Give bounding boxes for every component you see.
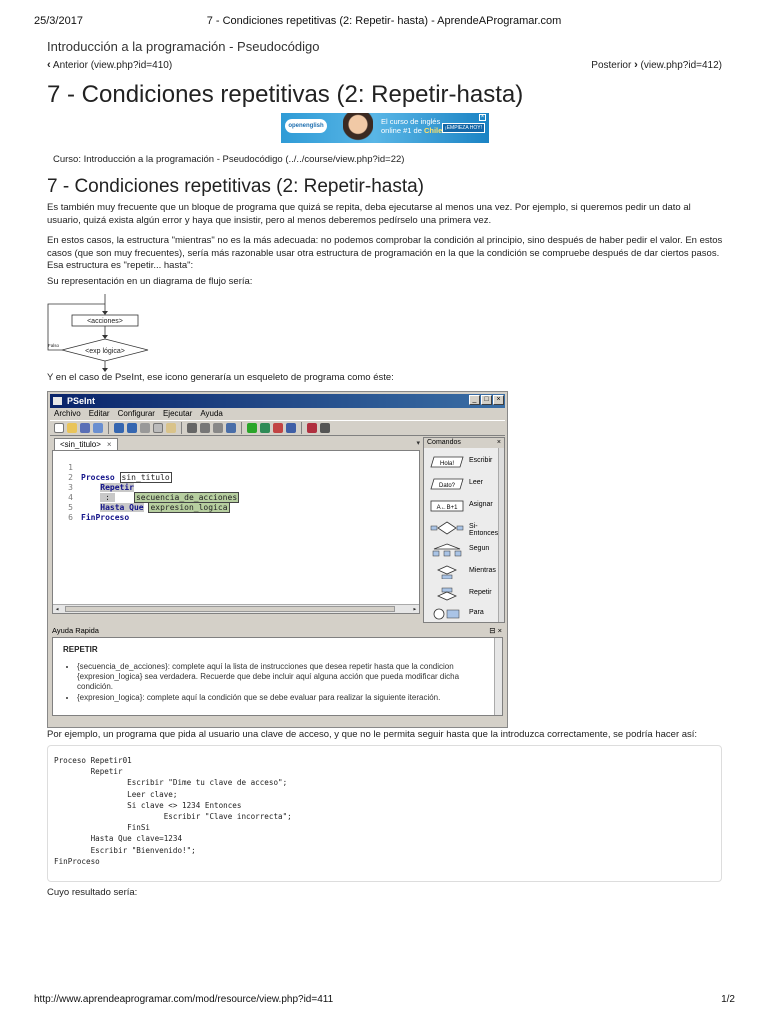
next-link-target: (view.php?id=412) — [640, 60, 722, 71]
command-si-entonces[interactable]: Si-Entonces — [426, 518, 502, 538]
escribir-icon — [430, 455, 464, 469]
save-icon[interactable] — [80, 423, 90, 433]
svg-text:Hola!: Hola! — [439, 461, 455, 467]
pseint-title: PSeInt — [67, 396, 96, 406]
paragraph-example: Por ejemplo, un programa que pida al usuario una clave de acceso, y que no le permita seguir hasta que la introduzca correctamente, se podría hacer así: — [47, 729, 698, 740]
menu-ayuda[interactable]: Ayuda — [200, 409, 223, 418]
open-folder-icon[interactable] — [67, 423, 77, 433]
exit-icon[interactable] — [320, 423, 330, 433]
ad-text — [381, 117, 443, 135]
step-run-icon[interactable] — [260, 423, 270, 433]
print-header — [34, 15, 734, 31]
svg-text:Dato?: Dato? — [438, 483, 456, 489]
code-line: 3 : secuencia_de_acciones — [68, 483, 238, 502]
scroll-left-icon[interactable]: ◂ — [55, 605, 60, 613]
code-line: 4 Hasta Que expresion_logica — [68, 493, 228, 512]
command-para[interactable]: Para — [426, 604, 502, 624]
course-link[interactable]: Curso: Introducción a la programación - Pseudocódigo (../../course/view.php?id=22) — [53, 154, 405, 165]
next-link[interactable] — [591, 59, 722, 71]
menu-editar[interactable]: Editar — [88, 409, 110, 418]
code-editor[interactable] — [52, 450, 420, 614]
print-date: 25/3/2017 — [34, 15, 83, 27]
indent-icon[interactable] — [226, 423, 236, 433]
save-as-icon[interactable] — [93, 423, 103, 433]
help-book-icon[interactable] — [307, 423, 317, 433]
maximize-icon[interactable]: □ — [481, 395, 492, 405]
help-panel — [52, 637, 503, 716]
print-page-title: 7 - Condiciones repetitivas (2: Repetir- hasta) - AprendeAProgramar.com — [206, 15, 562, 27]
chevron-left-icon: ‹ — [47, 59, 51, 71]
flow-branch-label: Falso — [48, 343, 60, 348]
pseint-app-icon — [53, 397, 62, 405]
pseint-titlebar — [50, 394, 505, 408]
undo-icon[interactable] — [114, 423, 124, 433]
ad-line2: online #1 de — [381, 126, 424, 135]
ad-cta-button[interactable]: ¡EMPIEZA HOY! — [442, 123, 485, 133]
help-item: • {secuencia_de_acciones}: complete aquí la lista de instrucciones que desea repetir hasta que la condicion {expresion_logica} sea verdadera. Recuerde que debe incluir aquí alguna acción que pueda modificar dicha condición. — [77, 662, 467, 692]
ad-line2-highlight: Chile — [423, 126, 443, 135]
code-example-block — [47, 745, 722, 882]
paste-icon[interactable] — [166, 423, 176, 433]
tab-sin-titulo[interactable] — [54, 438, 118, 450]
paragraph-mientras: En estos casos, la estructura "mientras" no es la más adecuada: no podemos comprobar la condición al principio, sino después de haber pedir el valor. En estos casos (que son muy frecuentes), sería más razonable usar otra estructura de programación en la que la condición se compruebe después de dar ciertos pasos. Esa estructura es "repetir... hasta": — [47, 235, 723, 271]
flow-action-label: <acciones> — [87, 318, 123, 325]
asignar-icon — [430, 499, 464, 513]
help-scrollbar[interactable] — [494, 638, 502, 715]
cut-icon[interactable] — [140, 423, 150, 433]
section-title: 7 - Condiciones repetitivas (2: Repetir-hasta) — [47, 176, 425, 197]
si-entonces-icon — [430, 521, 464, 535]
next-link-label: Posterior — [591, 60, 632, 71]
ad-photo — [343, 113, 373, 143]
footer-url: http://www.aprendeaprogramar.com/mod/resource/view.php?id=411 — [34, 994, 334, 1005]
help-heading: REPETIR — [63, 645, 98, 654]
commands-panel — [423, 437, 505, 623]
ad-close-icon[interactable]: × — [480, 114, 485, 120]
repetir-icon — [430, 587, 464, 601]
help-list — [77, 662, 467, 704]
paragraph-diagram: Su representación en un diagrama de flujo sería: — [47, 276, 253, 287]
flow-condition-label: <exp lógica> — [85, 348, 125, 355]
flow-arrowhead-mid — [102, 335, 108, 339]
help-panel-header: Ayuda Rapida ⊟ × — [52, 626, 502, 635]
mientras-icon — [430, 565, 464, 579]
command-repetir[interactable]: Repetir — [426, 584, 502, 604]
panel-close-icon[interactable]: × — [496, 439, 501, 446]
chevron-right-icon: › — [634, 59, 638, 71]
code-example: Proceso Repetir01 Repetir Escribir "Dime tu clave de acceso"; Leer clave; Si clave <> 1234 Entonces Escribir "Clave incorrecta"; FinSi Hasta Que clave=1234 Escribir "Bienvenido!"; FinProceso — [54, 756, 292, 866]
flow-arrowhead-in — [102, 311, 108, 315]
ad-logo: openenglish — [285, 119, 327, 133]
close-icon[interactable]: × — [493, 395, 504, 405]
code-line: 2 Repetir — [68, 473, 134, 492]
minimize-icon[interactable]: _ — [469, 395, 480, 405]
menu-archivo[interactable]: Archivo — [54, 409, 81, 418]
code-line: 5 FinProceso — [68, 503, 130, 522]
command-asignar[interactable]: A←B+1 Asignar — [426, 496, 502, 516]
commands-scrollbar[interactable] — [498, 448, 504, 622]
flowchart-diagram — [46, 290, 154, 372]
help-item: • {expresion_logica}: complete aquí la condición que se debe evaluar para realizar la siguiente iteración. — [77, 693, 467, 703]
flowchart-icon[interactable] — [286, 423, 296, 433]
code-line: 6 — [68, 513, 73, 522]
code-line: 1 Proceso sin_titulo — [68, 463, 170, 482]
page-title: 7 - Condiciones repetitivas (2: Repetir-hasta) — [47, 81, 524, 108]
footer-page-number: 1/2 — [721, 994, 735, 1005]
command-escribir[interactable]: Hola! Escribir — [426, 452, 502, 472]
editor-tabs — [52, 437, 420, 450]
course-title[interactable]: Introducción a la programación - Pseudocódigo — [47, 39, 320, 54]
copy-icon[interactable] — [153, 423, 163, 433]
redo-icon[interactable] — [127, 423, 137, 433]
find-next-icon[interactable] — [200, 423, 210, 433]
command-leer[interactable]: Dato? Leer — [426, 474, 502, 494]
ad-banner[interactable] — [281, 113, 489, 143]
debug-icon[interactable] — [273, 423, 283, 433]
paragraph-result: Cuyo resultado sería: — [47, 887, 138, 898]
pseint-window — [47, 391, 508, 728]
paragraph-pseint: Y en el caso de PseInt, ese icono generaría un esqueleto de programa como éste: — [47, 372, 394, 383]
prev-link[interactable] — [47, 59, 172, 71]
svg-text:A←B+1: A←B+1 — [436, 505, 458, 511]
menu-configurar[interactable]: Configurar — [117, 409, 155, 418]
run-icon[interactable] — [247, 423, 257, 433]
command-mientras[interactable]: Mientras — [426, 562, 502, 582]
help-close-icon[interactable]: ⊟ × — [489, 626, 502, 635]
scroll-right-icon[interactable]: ▸ — [412, 605, 417, 613]
find-icon[interactable] — [187, 423, 197, 433]
tab-label: <sin_titulo> — [60, 440, 101, 449]
ad-line1: El curso de inglés — [381, 117, 441, 126]
command-segun[interactable]: Segun — [426, 540, 502, 560]
segun-icon — [430, 543, 464, 557]
leer-icon — [430, 477, 464, 491]
menu-ejecutar[interactable]: Ejecutar — [162, 409, 193, 418]
prev-link-label: Anterior (view.php?id=410) — [52, 60, 173, 71]
commands-header: Comandos × — [424, 438, 504, 448]
pseint-toolbar — [50, 420, 505, 436]
tab-close-icon[interactable]: × — [106, 440, 112, 449]
pseint-menubar — [54, 409, 223, 420]
editor-horizontal-scrollbar[interactable] — [53, 604, 419, 613]
replace-icon[interactable] — [213, 423, 223, 433]
paragraph-intro: Es también muy frecuente que un bloque de programa que quizá se repita, deba ejecutarse al menos una vez. Por ejemplo, si queremos pedir un dato al usuario, quizá exista algún error y haya que insistir, pero al menos deberemos pedírselo una primera vez. — [47, 202, 691, 226]
para-icon — [430, 607, 464, 621]
tab-dropdown-icon[interactable]: ▾ — [416, 440, 420, 447]
new-file-icon[interactable] — [54, 423, 64, 433]
